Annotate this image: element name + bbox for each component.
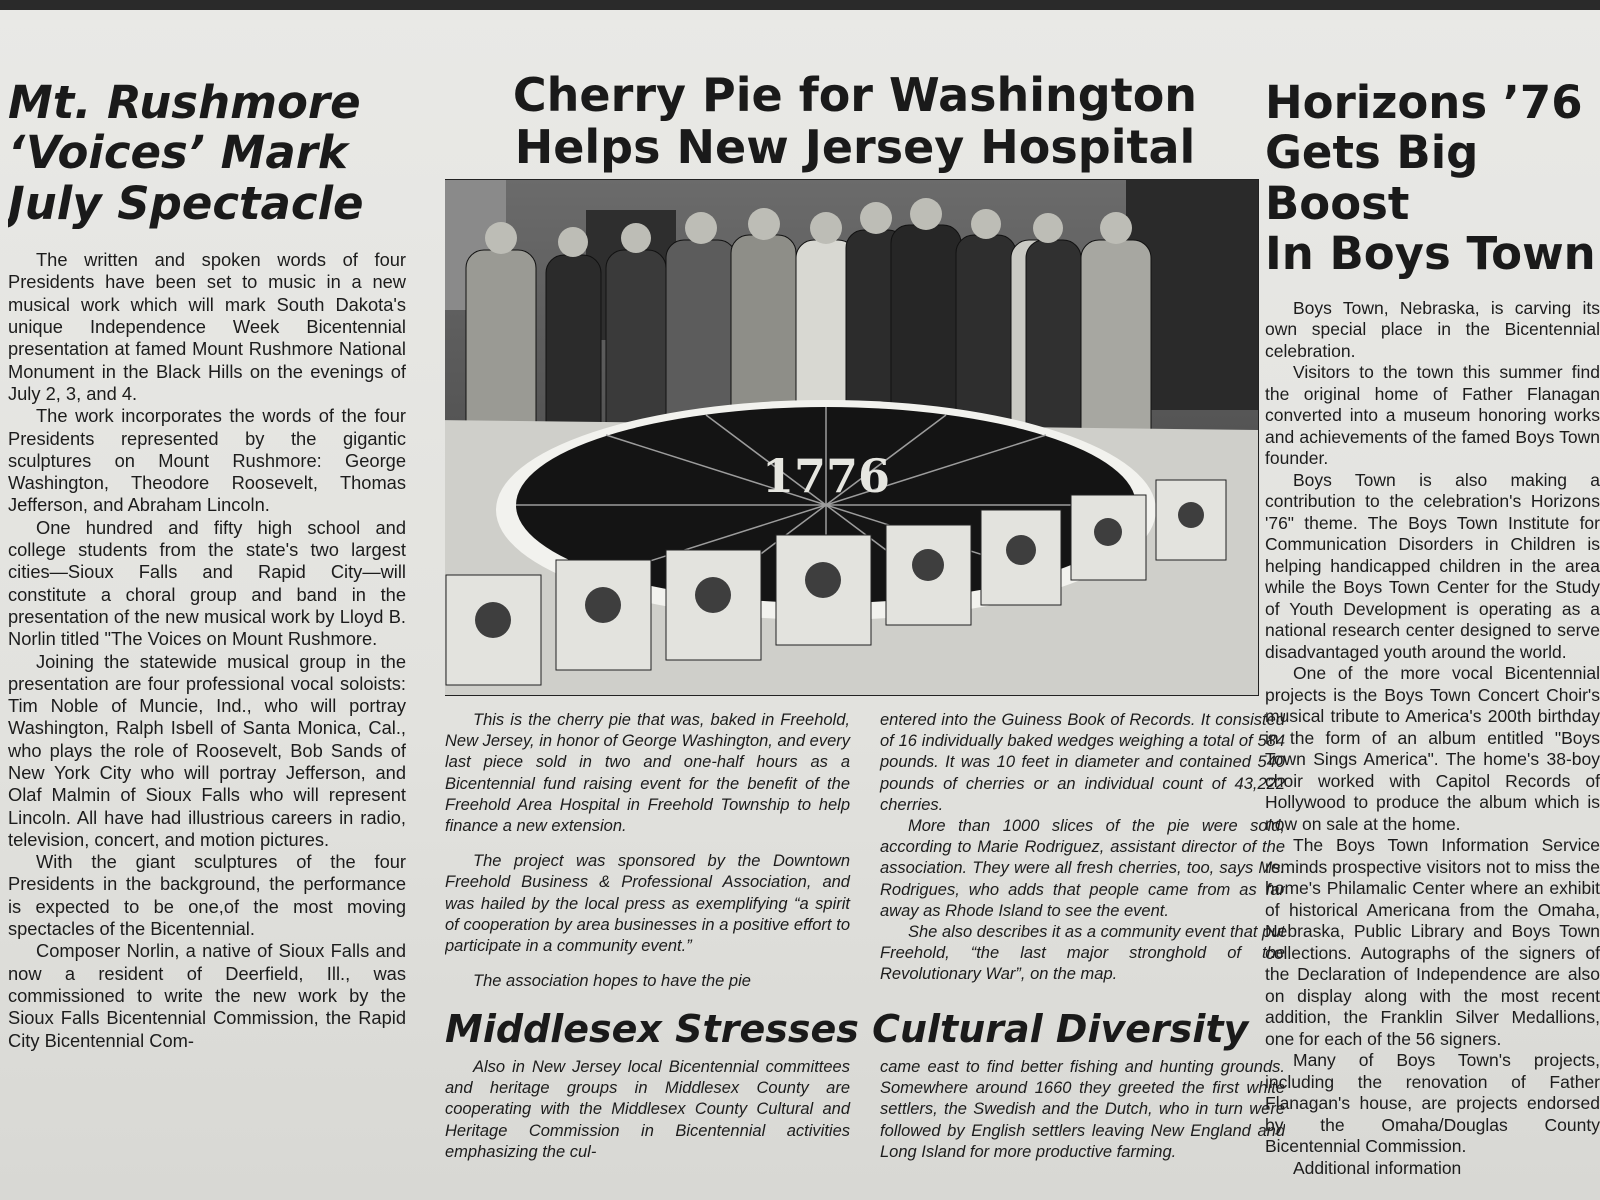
cherry-pie-photo: [445, 179, 1259, 696]
center-article: [445, 70, 1285, 1200]
middlesex-body: [445, 1057, 1285, 1163]
right-article-body: [1265, 298, 1600, 1180]
pie-crust-lettering: 1776: [761, 449, 891, 504]
center-article-headline: Cherry Pie for Washington Helps New Jersey Hospital: [512, 70, 1198, 174]
right-paragraph: Many of Boys Town's projects, including the renovation of Father Flanagan's house, are projects endorsed by the Omaha/Douglas County Bicentennial Commission.: [1265, 1050, 1600, 1157]
right-article: [1265, 78, 1600, 1200]
middlesex-paragraph: came east to find better fishing and hunting grounds. Somewhere around 1660 they greeted the first white settlers, the Swedish and the Dutch, who in turn were followed by English settlers leaving New England and Long Island for more productive farming.: [880, 1058, 1285, 1161]
left-article-body: [8, 249, 406, 1052]
middlesex-left-column: [445, 1057, 850, 1163]
middlesex-right-column: [880, 1057, 1285, 1163]
caption-paragraph: entered into the Guiness Book of Records. It consisted of 16 individually baked wedges weighing a total of 584 pounds. It was 10 feet in diameter and contained 540 pounds of cherries or an individual count of 43,222 cherries.: [880, 711, 1285, 814]
caption-left-column: [445, 710, 850, 992]
right-paragraph: Boys Town, Nebraska, is carving its own special place in the Bicentennial celebration.: [1265, 297, 1600, 361]
photo-illustration: [445, 180, 1258, 695]
right-paragraph: Visitors to the town this summer find the original home of Father Flanagan converted into a museum honoring works and achievements of the famed Boys Town founder.: [1265, 362, 1600, 469]
caption-paragraph: This is the cherry pie that was, baked in Freehold, New Jersey, in honor of George Washington, and every last piece sold in two and one-half hours as a Bicentennial fund raising event for the benefit of the Freehold Area Hospital in Freehold Township to help finance a new extension.: [445, 711, 850, 836]
right-paragraph: Boys Town is also making a contribution to the celebration's Horizons '76" theme. The Boys Town Institute for Communication Disorders in Children is helping handicapped children in the area while the Boys Town Center for the Study of Youth Development is operating as a national research center designed to serve disadvantaged youth around the world.: [1265, 469, 1600, 662]
right-paragraph: One of the more vocal Bicentennial projects is the Boys Town Concert Choir's musical tribute to America's 200th birthday in the form of an album entitled "Boys Town Sings America". The home's 38-boy choir worked with Capitol Records of Hollywood to produce the album which is now on sale at the home.: [1265, 663, 1600, 834]
left-paragraph: Joining the statewide musical group in the presentation are four professional vocal soloists: Tim Noble of Muncie, Ind., who will portray Washington, Ralph Isbell of Santa Monica, Cal., who plays the role of Roosevelt, Bob Sands of New York City who will portray Jefferson, and Olaf Malmin of Sioux Falls who will represent Lincoln. All have had illustrious careers in radio, television, concert, and motion pictures.: [8, 650, 406, 850]
right-article-headline: Horizons ’76 Gets Big Boost In Boys Town: [1265, 78, 1596, 281]
left-paragraph: The work incorporates the words of the four Presidents represented by the gigantic sculptures on Mount Rushmore: George Washington, Theodore Roosevelt, Thomas Jefferson, and Abraham Lincoln.: [8, 405, 406, 516]
left-article-headline: Mt. Rushmore ‘Voices’ Mark July Spectacle: [8, 78, 364, 230]
caption-paragraph: She also describes it as a community event that put Freehold, “the last major stronghold of the Revolutionary War”, on the map.: [880, 923, 1285, 984]
middlesex-headline: Middlesex Stresses Cultural Diversity: [445, 1007, 1249, 1052]
caption-paragraph: The association hopes to have the pie: [473, 972, 751, 991]
left-paragraph: Composer Norlin, a native of Sioux Falls and now a resident of Deerfield, Ill., was commissioned to write the new work by the Sioux Falls Bicentennial Commission, the Rapid City Bicentennial Com-: [8, 940, 406, 1051]
right-paragraph: Additional information: [1293, 1157, 1462, 1178]
caption-right-column: [880, 710, 1285, 992]
photo-caption: [445, 710, 1285, 992]
left-paragraph: The written and spoken words of four Presidents have been set to music in a new musical work which will mark South Dakota's unique Independence Week Bicentennial presentation at famed Mount Rushmore National Monument in the Black Hills on the evenings of July 2, 3, and 4.: [8, 249, 406, 404]
left-paragraph: With the giant sculptures of the four Presidents in the background, the performance is expected to be one,of the most moving spectacles of the Bicentennial.: [8, 851, 406, 940]
caption-paragraph: More than 1000 slices of the pie were sold, according to Marie Rodriguez, assistant director of the association. They were all fresh cherries, too, says Ms. Rodrigues, who adds that people came from as far away as Rhode Island to see the event.: [880, 817, 1285, 920]
caption-paragraph: The project was sponsored by the Downtown Freehold Business & Professional Association, and was hailed by the local press as exemplifying “a spirit of cooperation by area businesses in a positive effort to participate in a community event.”: [445, 852, 850, 956]
right-paragraph: The Boys Town Information Service reminds prospective visitors not to miss the home's Philamalic Center where an exhibit of historical Americana from the Omaha, Nebraska, Public Library and Boys Town collections. Autographs of the signers of the Declaration of Independence are also on display along with the most recent addition, the Franklin Silver Medallions, one for each of the 56 signers.: [1265, 835, 1600, 1049]
left-article: [8, 78, 406, 1200]
page-top-edge: [0, 0, 1600, 10]
left-paragraph: One hundred and fifty high school and college students from the state's two largest cities—Sioux Falls and Rapid City—will constitute a choral group and band in the presentation of the new musical work by Lloyd B. Norlin titled "The Voices on Mount Rushmore.: [8, 516, 406, 650]
middlesex-paragraph: Also in New Jersey local Bicentennial committees and heritage groups in Middlesex County are cooperating with the Middlesex County Cultural and Heritage Commission in Bicentennial activities emphasizing the cul-: [445, 1058, 850, 1161]
